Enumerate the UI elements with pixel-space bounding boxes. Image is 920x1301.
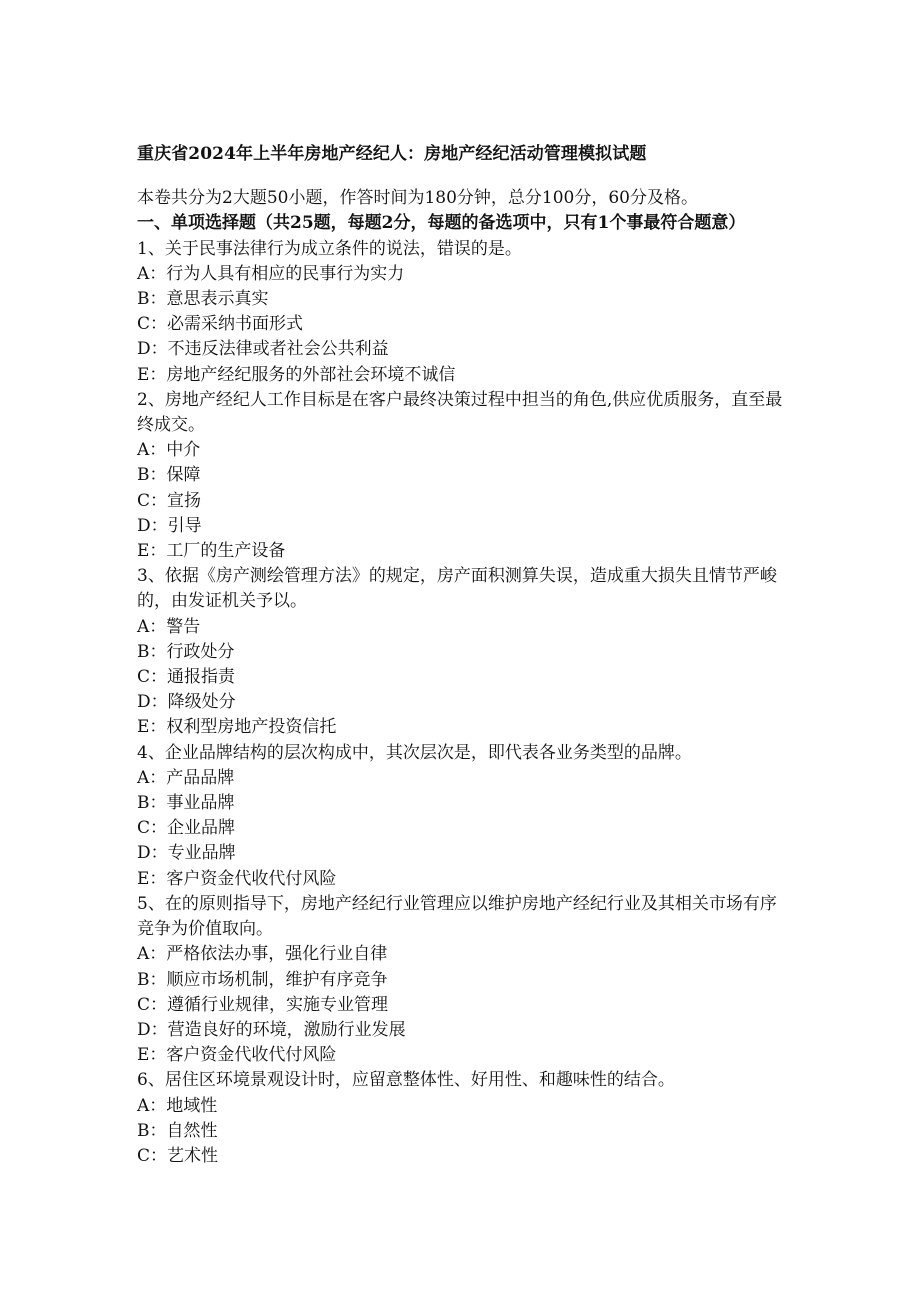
option-e: E：客户资金代收代付风险 <box>137 868 337 889</box>
option-d: D：不违反法律或者社会公共利益 <box>137 339 389 360</box>
option-a: A：警告 <box>137 616 201 637</box>
section-heading: 一、单项选择题（共25题，每题2分，每题的备选项中，只有1个事最符合题意） <box>137 213 746 234</box>
option-e: E：权利型房地产投资信托 <box>137 717 337 738</box>
document-page <box>137 142 787 1169</box>
option-a: A：行为人具有相应的民事行为实力 <box>137 263 405 284</box>
option-c: C：遵循行业规律，实施专业管理 <box>137 994 389 1015</box>
option-c: C：通报指责 <box>137 667 236 688</box>
option-d: D：引导 <box>137 515 202 536</box>
option-e: E：房地产经纪服务的外部社会环境不诚信 <box>137 364 456 385</box>
question-text: 2、房地产经纪人工作目标是在客户最终决策过程中担当的角色,供应优质服务，直至最终成交。 <box>137 389 783 436</box>
option-b: B：行政处分 <box>137 641 235 662</box>
option-b: B：自然性 <box>137 1120 218 1141</box>
option-b: B：意思表示真实 <box>137 289 269 310</box>
option-e: E：工厂的生产设备 <box>137 541 286 562</box>
option-b: B：保障 <box>137 465 201 486</box>
option-c: C：必需采纳书面形式 <box>137 314 304 335</box>
option-d: D：降级处分 <box>137 692 236 713</box>
question-2 <box>137 388 787 564</box>
option-c: C：艺术性 <box>137 1145 219 1166</box>
option-d: D：营造良好的环境，激励行业发展 <box>137 1019 406 1040</box>
exam-intro: 本卷共分为2大题50小题，作答时间为180分钟，总分100分，60分及格。 <box>137 188 698 209</box>
question-text: 4、企业品牌结构的层次构成中，其次层次是，即代表各业务类型的品牌。 <box>137 742 692 763</box>
option-e: E：客户资金代收代付风险 <box>137 1045 337 1066</box>
option-a: A：地域性 <box>137 1095 218 1116</box>
option-a: A：产品品牌 <box>137 767 235 788</box>
question-text: 6、居住区环境景观设计时，应留意整体性、好用性、和趣味性的结合。 <box>137 1070 675 1091</box>
option-a: A：中介 <box>137 440 201 461</box>
option-c: C：宣扬 <box>137 490 202 511</box>
question-1 <box>137 237 787 388</box>
question-5 <box>137 892 787 1068</box>
document-title: 重庆省2024年上半年房地产经纪人：房地产经纪活动管理模拟试题 <box>137 144 647 164</box>
question-6 <box>137 1068 787 1169</box>
question-text: 3、依据《房产测绘管理方法》的规定，房产面积测算失误，造成重大损失且情节严峻的，由发证机关予以。 <box>137 566 777 612</box>
option-d: D：专业品牌 <box>137 843 236 864</box>
option-c: C：企业品牌 <box>137 818 236 839</box>
option-a: A：严格依法办事，强化行业自律 <box>137 944 388 965</box>
question-text: 1、关于民事法律行为成立条件的说法，错误的是。 <box>137 238 522 259</box>
question-3 <box>137 564 787 740</box>
option-b: B：顺应市场机制，维护有序竞争 <box>137 969 388 990</box>
question-4 <box>137 741 787 892</box>
question-text: 5、在的原则指导下，房地产经纪行业管理应以维护房地产经纪行业及其相关市场有序竞争为价值取向。 <box>137 893 777 940</box>
option-b: B：事业品牌 <box>137 793 235 814</box>
